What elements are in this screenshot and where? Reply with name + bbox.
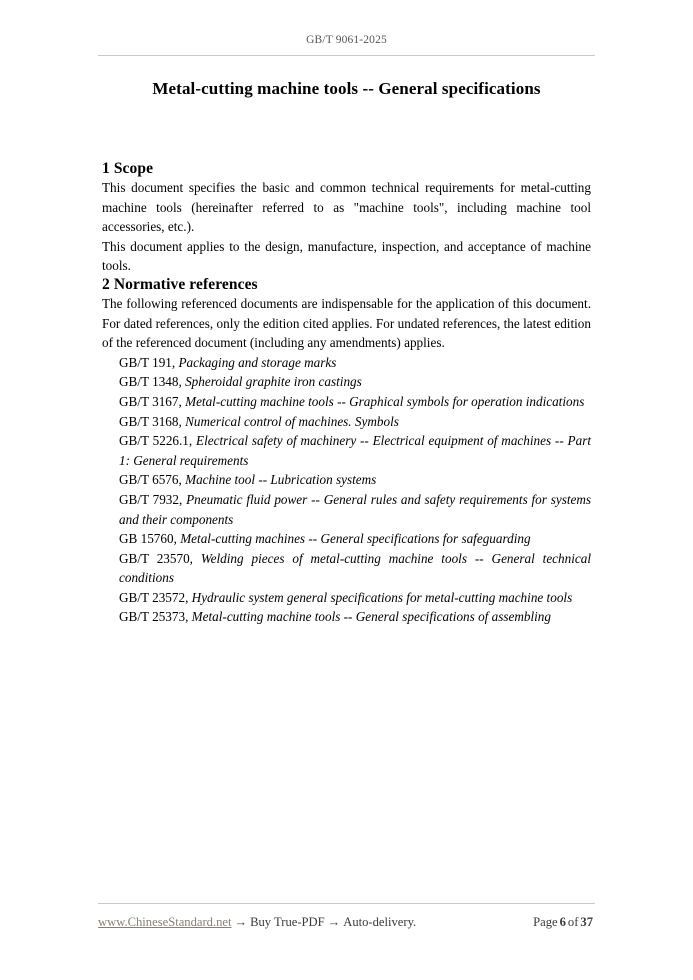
list-item — [119, 470, 591, 490]
reference-title: Welding pieces of metal-cutting machine tools -- General technical conditions — [119, 550, 591, 586]
reference-title: Metal-cutting machine tools -- General specifications of assembling — [191, 609, 551, 625]
reference-code: GB/T 23570, — [119, 550, 193, 566]
list-item — [119, 431, 591, 470]
reference-code: GB/T 191, — [119, 354, 176, 370]
reference-title: Machine tool -- Lubrication systems — [185, 472, 377, 488]
reference-code: GB/T 3167, — [119, 393, 182, 409]
reference-title: Electrical safety of machinery -- Electrical equipment of machines -- Part 1: General requirements — [119, 433, 591, 468]
reference-title: Hydraulic system general specifications for metal-cutting machine tools — [191, 589, 573, 605]
scope-paragraph-2: This document applies to the design, manufacture, inspection, and acceptance of machine tools. — [102, 238, 591, 274]
page-header — [98, 30, 595, 48]
list-item — [119, 372, 591, 392]
list-item — [119, 529, 591, 549]
section-heading-scope: 1 Scope — [102, 160, 154, 177]
website-link[interactable]: www.ChineseStandard.net — [98, 915, 232, 929]
list-item — [119, 353, 591, 373]
document-content — [102, 160, 591, 627]
list-item — [119, 588, 591, 608]
footer-offer-label: Buy True-PDF — [250, 915, 325, 929]
list-item — [119, 412, 591, 432]
normative-reference-list — [102, 353, 591, 627]
reference-title: Numerical control of machines. Symbols — [185, 413, 399, 429]
header-divider — [98, 55, 595, 56]
footer-promo — [98, 915, 416, 930]
page-title: Metal-cutting machine tools -- General specifications — [152, 79, 541, 98]
total-page-number: 37 — [580, 915, 593, 929]
section-heading-normative-references: 2 Normative references — [102, 275, 258, 293]
arrow-right-icon: → — [234, 915, 248, 929]
reference-code: GB/T 3168, — [119, 413, 182, 429]
reference-title: Spheroidal graphite iron castings — [185, 374, 362, 390]
reference-code: GB 15760, — [119, 531, 177, 547]
scope-paragraph-1: This document specifies the basic and common technical requirements for metal-cutting machine tools (hereinafter referred to as "machine tools", including machine tool accessories, etc.). — [102, 180, 591, 235]
reference-code: GB/T 25373, — [119, 609, 189, 625]
reference-title: Metal-cutting machines -- General specifications for safeguarding — [180, 531, 531, 547]
arrow-right-icon: → — [327, 915, 341, 929]
page-label: Page — [533, 915, 558, 929]
footer-divider — [98, 903, 595, 904]
footer-delivery-label: Auto-delivery. — [343, 915, 417, 929]
list-item — [119, 607, 591, 627]
header-standard-number: GB/T 9061-2025 — [306, 34, 387, 46]
reference-code: GB/T 7932, — [119, 491, 183, 507]
reference-title: Metal-cutting machine tools -- Graphical symbols for operation indications — [185, 393, 585, 409]
list-item — [119, 549, 591, 588]
reference-title: Packaging and storage marks — [178, 354, 337, 370]
list-item — [119, 392, 591, 412]
of-label: of — [567, 915, 579, 929]
current-page-number: 6 — [559, 915, 566, 929]
page-indicator — [533, 915, 595, 930]
normative-references-intro: The following referenced documents are indispensable for the application of this document. For dated references, only the edition cited applies. For undated references, the latest edition of the referenced document (including any amendments) applies. — [102, 295, 591, 351]
reference-code: GB/T 23572, — [119, 589, 189, 605]
page-footer — [98, 915, 595, 935]
reference-code: GB/T 5226.1, — [119, 433, 193, 449]
list-item — [119, 490, 591, 529]
reference-title: Pneumatic fluid power -- General rules and safety requirements for systems and their components — [119, 491, 592, 527]
reference-code: GB/T 6576, — [119, 472, 182, 488]
reference-code: GB/T 1348, — [119, 374, 182, 390]
